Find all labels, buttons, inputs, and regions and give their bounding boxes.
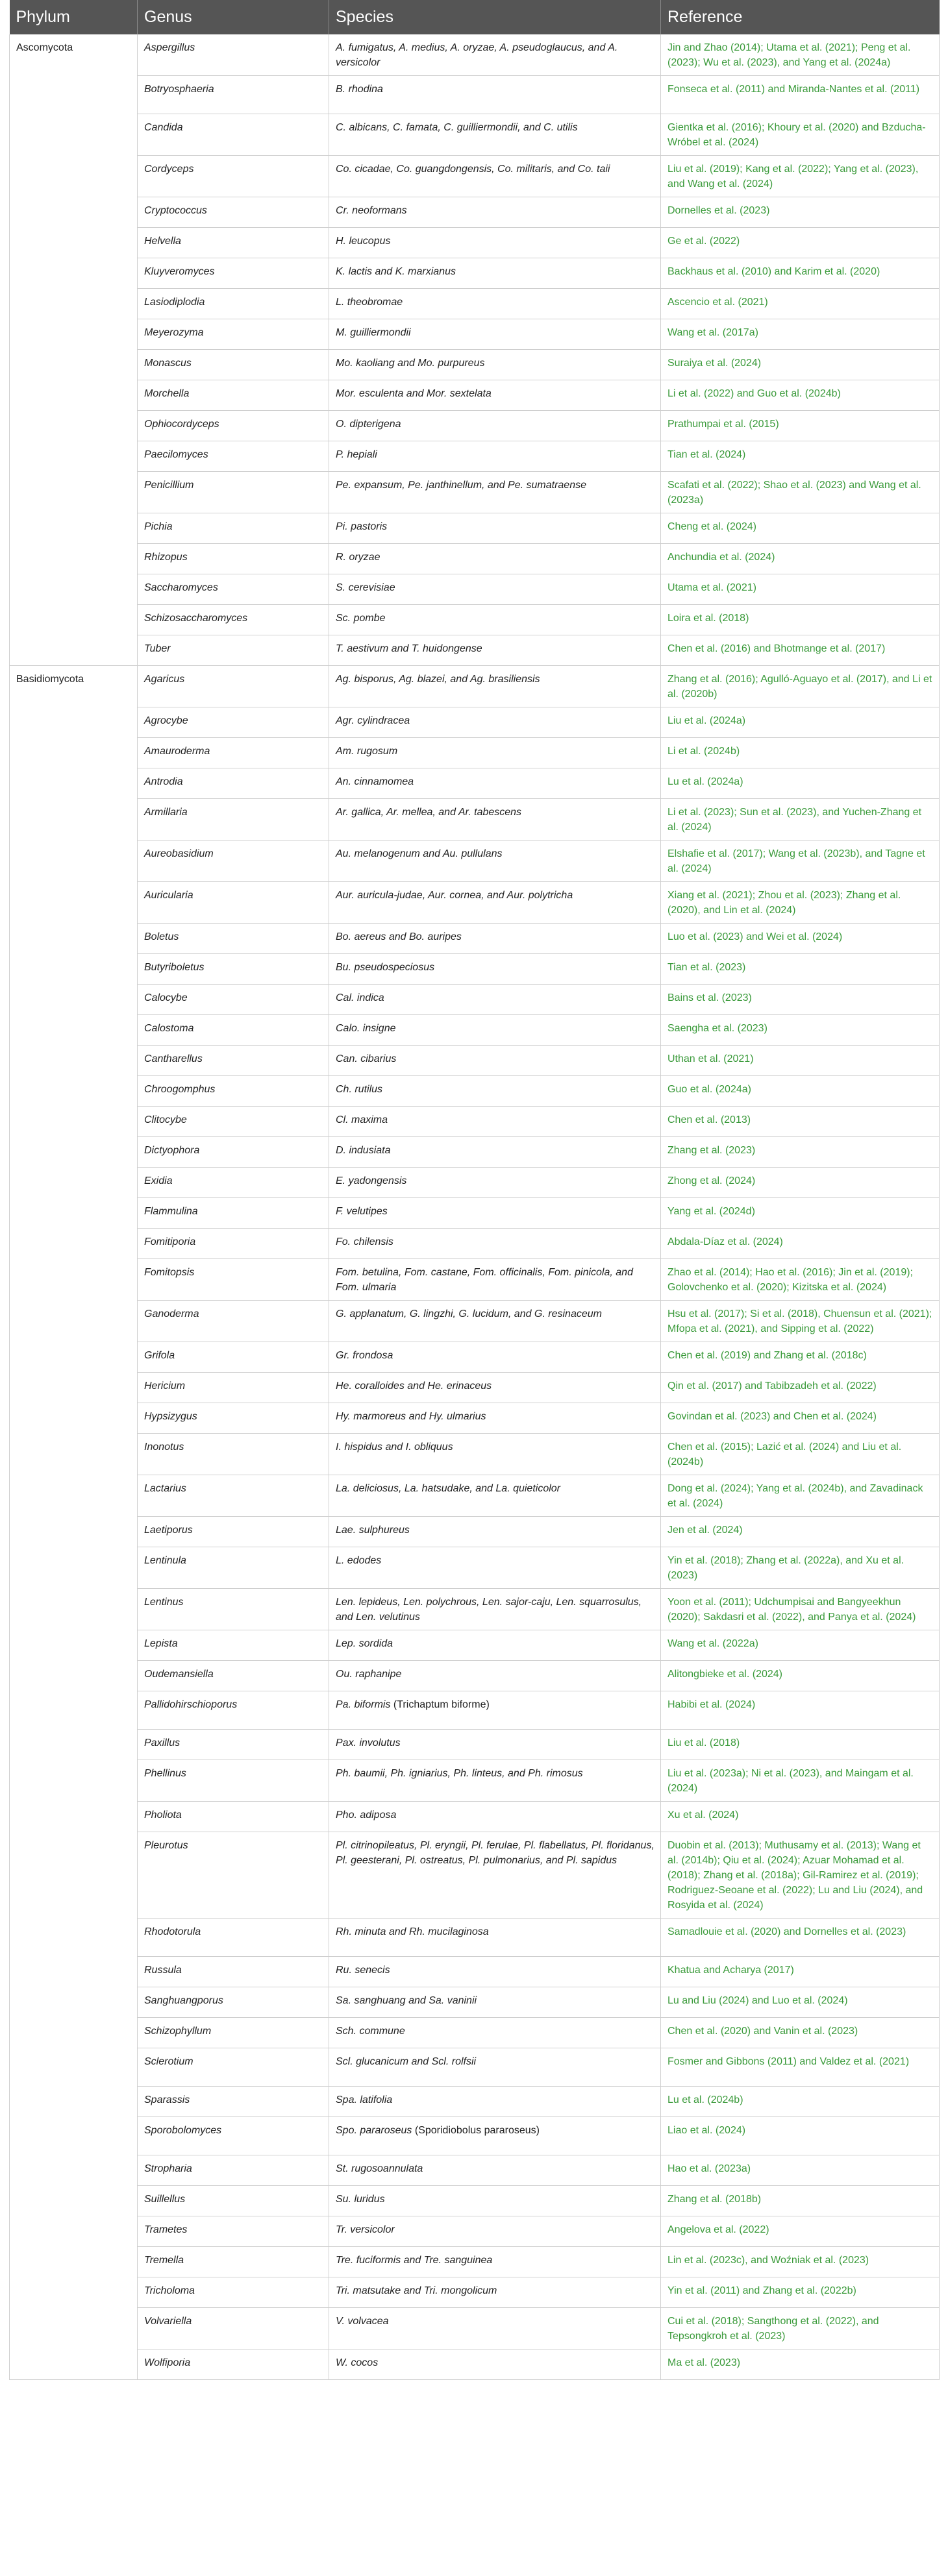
- species-cell: H. leucopus: [329, 228, 661, 258]
- genus-cell: Antrodia: [138, 768, 329, 799]
- reference-links[interactable]: Wang et al. (2022a): [661, 1630, 940, 1661]
- species-cell: T. aestivum and T. huidongense: [329, 635, 661, 666]
- genus-cell: Paxillus: [138, 1730, 329, 1760]
- genus-cell: Flammulina: [138, 1198, 329, 1229]
- phylum-cell: Ascomycota: [10, 34, 138, 666]
- table-row: [10, 954, 940, 985]
- species-cell: [329, 1691, 661, 1730]
- reference-links[interactable]: Luo et al. (2023) and Wei et al. (2024): [661, 924, 940, 954]
- genus-cell: Phellinus: [138, 1760, 329, 1802]
- reference-links[interactable]: Yin et al. (2018); Zhang et al. (2022a), and Xu et al. (2023): [661, 1547, 940, 1589]
- table-row: [10, 319, 940, 350]
- genus-cell: Pholiota: [138, 1802, 329, 1832]
- genus-cell: Cordyceps: [138, 156, 329, 197]
- table-row: [10, 544, 940, 574]
- genus-cell: Tremella: [138, 2247, 329, 2277]
- reference-links[interactable]: Xiang et al. (2021); Zhou et al. (2023); Zhang et al. (2020), and Lin et al. (2024): [661, 882, 940, 924]
- genus-cell: Saccharomyces: [138, 574, 329, 605]
- reference-links[interactable]: Tian et al. (2023): [661, 954, 940, 985]
- reference-links[interactable]: Lin et al. (2023c), and Woźniak et al. (2023): [661, 2247, 940, 2277]
- genus-cell: Kluyveromyces: [138, 258, 329, 289]
- genus-cell: Meyerozyma: [138, 319, 329, 350]
- genus-cell: Aureobasidium: [138, 840, 329, 882]
- reference-links[interactable]: Chen et al. (2016) and Bhotmange et al. (2017): [661, 635, 940, 666]
- reference-links[interactable]: Wang et al. (2017a): [661, 319, 940, 350]
- genus-cell: Butyriboletus: [138, 954, 329, 985]
- table-row: [10, 441, 940, 472]
- genus-cell: Morchella: [138, 380, 329, 411]
- species-cell: Ar. gallica, Ar. mellea, and Ar. tabescens: [329, 799, 661, 840]
- species-cell: Can. cibarius: [329, 1046, 661, 1076]
- species-cell: C. albicans, C. famata, C. guilliermondii, and C. utilis: [329, 114, 661, 156]
- reference-links[interactable]: Khatua and Acharya (2017): [661, 1957, 940, 1987]
- species-cell: [329, 2117, 661, 2155]
- reference-links[interactable]: Liu et al. (2018): [661, 1730, 940, 1760]
- genus-cell: Ganoderma: [138, 1301, 329, 1342]
- reference-links[interactable]: Saengha et al. (2023): [661, 1015, 940, 1046]
- genus-cell: Sclerotium: [138, 2048, 329, 2087]
- species-cell: I. hispidus and I. obliquus: [329, 1434, 661, 1475]
- genus-cell: Armillaria: [138, 799, 329, 840]
- table-row: [10, 1760, 940, 1802]
- genus-cell: Inonotus: [138, 1434, 329, 1475]
- species-cell: Len. lepideus, Len. polychrous, Len. sajor-caju, Len. squarrosulus, and Len. velutinus: [329, 1589, 661, 1630]
- reference-links[interactable]: Govindan et al. (2023) and Chen et al. (2024): [661, 1403, 940, 1434]
- reference-links[interactable]: Liao et al. (2024): [661, 2117, 940, 2155]
- reference-links[interactable]: Lu and Liu (2024) and Luo et al. (2024): [661, 1987, 940, 2018]
- table-body: [10, 34, 940, 2380]
- species-cell: Lep. sordida: [329, 1630, 661, 1661]
- species-cell: Bo. aereus and Bo. auripes: [329, 924, 661, 954]
- reference-links[interactable]: Yoon et al. (2011); Udchumpisai and Bangyeekhun (2020); Sakdasri et al. (2022), and Panya et al. (2024): [661, 1589, 940, 1630]
- genus-cell: Fomitiporia: [138, 1229, 329, 1259]
- species-cell: W. cocos: [329, 2349, 661, 2380]
- table-row: [10, 1301, 940, 1342]
- table-row: [10, 1403, 940, 1434]
- genus-cell: Calostoma: [138, 1015, 329, 1046]
- species-cell: Am. rugosum: [329, 738, 661, 768]
- genus-cell: Sanghuangporus: [138, 1987, 329, 2018]
- species-name: Pa. biformis: [336, 1699, 391, 1710]
- table-row: [10, 114, 940, 156]
- table-row: [10, 2216, 940, 2247]
- genus-cell: Agaricus: [138, 666, 329, 707]
- species-name: Spo. pararoseus: [336, 2125, 412, 2136]
- reference-links[interactable]: Habibi et al. (2024): [661, 1691, 940, 1730]
- reference-links[interactable]: Cui et al. (2018); Sangthong et al. (2022), and Tepsongkroh et al. (2023): [661, 2308, 940, 2349]
- header-genus: Genus: [138, 0, 329, 34]
- reference-links[interactable]: Chen et al. (2020) and Vanin et al. (2023): [661, 2018, 940, 2048]
- reference-links[interactable]: Suraiya et al. (2024): [661, 350, 940, 380]
- table-row: [10, 472, 940, 513]
- reference-links[interactable]: Duobin et al. (2013); Muthusamy et al. (2013); Wang et al. (2014b); Qiu et al. (2024); Azuar Mohamad et al. (2018); Zhang et al. (2018a); Gil-Ramirez et al. (2019); Rodriguez-Seoane et al. (2022); Lu and Liu (2024), and Rosyida et al. (2024): [661, 1832, 940, 1919]
- table-row: [10, 1046, 940, 1076]
- reference-links[interactable]: Jen et al. (2024): [661, 1517, 940, 1547]
- reference-links[interactable]: Backhaus et al. (2010) and Karim et al. (2020): [661, 258, 940, 289]
- species-cell: Ou. raphanipe: [329, 1661, 661, 1691]
- species-cell: F. velutipes: [329, 1198, 661, 1229]
- genus-cell: Lepista: [138, 1630, 329, 1661]
- genus-cell: Russula: [138, 1957, 329, 1987]
- species-cell: Au. melanogenum and Au. pullulans: [329, 840, 661, 882]
- genus-cell: Aspergillus: [138, 34, 329, 76]
- species-cell: Ru. senecis: [329, 1957, 661, 1987]
- table-row: [10, 1137, 940, 1168]
- reference-links[interactable]: Chen et al. (2013): [661, 1107, 940, 1137]
- genus-cell: Botryosphaeria: [138, 76, 329, 114]
- genus-cell: Hericium: [138, 1373, 329, 1403]
- species-cell: Rh. minuta and Rh. mucilaginosa: [329, 1919, 661, 1957]
- species-cell: Pho. adiposa: [329, 1802, 661, 1832]
- species-cell: Mo. kaoliang and Mo. purpureus: [329, 350, 661, 380]
- header-species: Species: [329, 0, 661, 34]
- species-cell: Pax. involutus: [329, 1730, 661, 1760]
- reference-links[interactable]: Li et al. (2022) and Guo et al. (2024b): [661, 380, 940, 411]
- reference-links[interactable]: Dornelles et al. (2023): [661, 197, 940, 228]
- reference-links[interactable]: Zhong et al. (2024): [661, 1168, 940, 1198]
- reference-links[interactable]: Uthan et al. (2021): [661, 1046, 940, 1076]
- genus-cell: Tuber: [138, 635, 329, 666]
- table-row: [10, 2117, 940, 2155]
- species-cell: Fo. chilensis: [329, 1229, 661, 1259]
- table-row: [10, 1015, 940, 1046]
- table-row: [10, 1547, 940, 1589]
- reference-links[interactable]: Hsu et al. (2017); Si et al. (2018), Chuensun et al. (2021); Mfopa et al. (2021), and Sipping et al. (2022): [661, 1301, 940, 1342]
- genus-cell: Penicillium: [138, 472, 329, 513]
- species-cell: S. cerevisiae: [329, 574, 661, 605]
- reference-links[interactable]: Gientka et al. (2016); Khoury et al. (2020) and Bzducha-Wróbel et al. (2024): [661, 114, 940, 156]
- genus-cell: Tricholoma: [138, 2277, 329, 2308]
- species-cell: Ph. baumii, Ph. igniarius, Ph. linteus, and Ph. rimosus: [329, 1760, 661, 1802]
- genus-cell: Calocybe: [138, 985, 329, 1015]
- species-cell: O. dipterigena: [329, 411, 661, 441]
- table-row: [10, 350, 940, 380]
- table-row: [10, 2048, 940, 2087]
- reference-links[interactable]: Alitongbieke et al. (2024): [661, 1661, 940, 1691]
- table-row: [10, 707, 940, 738]
- reference-links[interactable]: Zhang et al. (2018b): [661, 2186, 940, 2216]
- table-row: [10, 1661, 940, 1691]
- table-row: [10, 1730, 940, 1760]
- reference-links[interactable]: Samadlouie et al. (2020) and Dornelles et al. (2023): [661, 1919, 940, 1957]
- table-row: [10, 258, 940, 289]
- table-row: [10, 1957, 940, 1987]
- table-row: [10, 2087, 940, 2117]
- species-cell: K. lactis and K. marxianus: [329, 258, 661, 289]
- reference-links[interactable]: Loira et al. (2018): [661, 605, 940, 635]
- reference-links[interactable]: Lu et al. (2024a): [661, 768, 940, 799]
- species-cell: Gr. frondosa: [329, 1342, 661, 1373]
- genus-cell: Lentinus: [138, 1589, 329, 1630]
- table-row: [10, 1168, 940, 1198]
- table-row: [10, 1919, 940, 1957]
- header-row: [10, 0, 940, 34]
- table-row: [10, 76, 940, 114]
- species-cell: Ch. rutilus: [329, 1076, 661, 1107]
- genus-cell: Agrocybe: [138, 707, 329, 738]
- species-cell: Spa. latifolia: [329, 2087, 661, 2117]
- table-row: [10, 1832, 940, 1919]
- reference-links[interactable]: Elshafie et al. (2017); Wang et al. (2023b), and Tagne et al. (2024): [661, 840, 940, 882]
- genus-cell: Lasiodiplodia: [138, 289, 329, 319]
- reference-links[interactable]: Fonseca et al. (2011) and Miranda-Nantes et al. (2011): [661, 76, 940, 114]
- genus-cell: Exidia: [138, 1168, 329, 1198]
- reference-links[interactable]: Jin and Zhao (2014); Utama et al. (2021); Peng et al. (2023); Wu et al. (2023), and Yang et al. (2024a): [661, 34, 940, 76]
- genus-cell: Candida: [138, 114, 329, 156]
- table-row: [10, 2018, 940, 2048]
- reference-links[interactable]: Dong et al. (2024); Yang et al. (2024b), and Zavadinack et al. (2024): [661, 1475, 940, 1517]
- genus-cell: Schizosaccharomyces: [138, 605, 329, 635]
- species-cell: Pl. citrinopileatus, Pl. eryngii, Pl. ferulae, Pl. flabellatus, Pl. floridanus, Pl. geesterani, Pl. ostreatus, Pl. pulmonarius, and Pl. sapidus: [329, 1832, 661, 1919]
- reference-links[interactable]: Ascencio et al. (2021): [661, 289, 940, 319]
- genus-cell: Pallidohirschioporus: [138, 1691, 329, 1730]
- species-cell: Tri. matsutake and Tri. mongolicum: [329, 2277, 661, 2308]
- table-row: [10, 1107, 940, 1137]
- species-cell: A. fumigatus, A. medius, A. oryzae, A. pseudoglaucus, and A. versicolor: [329, 34, 661, 76]
- reference-links[interactable]: Liu et al. (2019); Kang et al. (2022); Yang et al. (2023), and Wang et al. (2024): [661, 156, 940, 197]
- genus-cell: Pichia: [138, 513, 329, 544]
- species-cell: Co. cicadae, Co. guangdongensis, Co. militaris, and Co. taii: [329, 156, 661, 197]
- table-row: [10, 156, 940, 197]
- genus-cell: Grifola: [138, 1342, 329, 1373]
- table-row: [10, 666, 940, 707]
- species-cell: He. coralloides and He. erinaceus: [329, 1373, 661, 1403]
- species-cell: Hy. marmoreus and Hy. ulmarius: [329, 1403, 661, 1434]
- genus-cell: Boletus: [138, 924, 329, 954]
- genus-cell: Stropharia: [138, 2155, 329, 2186]
- species-reference-table: [9, 0, 940, 2380]
- genus-cell: Lentinula: [138, 1547, 329, 1589]
- genus-cell: Laetiporus: [138, 1517, 329, 1547]
- reference-links[interactable]: Qin et al. (2017) and Tabibzadeh et al. (2022): [661, 1373, 940, 1403]
- species-cell: La. deliciosus, La. hatsudake, and La. quieticolor: [329, 1475, 661, 1517]
- species-cell: Aur. auricula-judae, Aur. cornea, and Aur. polytricha: [329, 882, 661, 924]
- reference-links[interactable]: Cheng et al. (2024): [661, 513, 940, 544]
- genus-cell: Paecilomyces: [138, 441, 329, 472]
- table-row: [10, 635, 940, 666]
- genus-cell: Lactarius: [138, 1475, 329, 1517]
- table-row: [10, 605, 940, 635]
- table-row: [10, 768, 940, 799]
- species-cell: Pe. expansum, Pe. janthinellum, and Pe. sumatraense: [329, 472, 661, 513]
- genus-cell: Schizophyllum: [138, 2018, 329, 2048]
- table-row: [10, 1076, 940, 1107]
- genus-cell: Sporobolomyces: [138, 2117, 329, 2155]
- reference-links[interactable]: Zhang et al. (2023): [661, 1137, 940, 1168]
- reference-links[interactable]: Yin et al. (2011) and Zhang et al. (2022b): [661, 2277, 940, 2308]
- species-cell: Cal. indica: [329, 985, 661, 1015]
- table-row: [10, 1802, 940, 1832]
- reference-links[interactable]: Chen et al. (2019) and Zhang et al. (2018c): [661, 1342, 940, 1373]
- reference-links[interactable]: Zhao et al. (2014); Hao et al. (2016); Jin et al. (2019); Golovchenko et al. (2020); Kizitska et al. (2024): [661, 1259, 940, 1301]
- genus-cell: Dictyophora: [138, 1137, 329, 1168]
- reference-links[interactable]: Li et al. (2023); Sun et al. (2023), and Yuchen-Zhang et al. (2024): [661, 799, 940, 840]
- species-cell: Sc. pombe: [329, 605, 661, 635]
- table-row: [10, 513, 940, 544]
- table-row: [10, 289, 940, 319]
- species-cell: Cl. maxima: [329, 1107, 661, 1137]
- species-cell: Tre. fuciformis and Tre. sanguinea: [329, 2247, 661, 2277]
- table-row: [10, 738, 940, 768]
- table-row: [10, 840, 940, 882]
- header-reference: Reference: [661, 0, 940, 34]
- table-row: [10, 411, 940, 441]
- species-cell: D. indusiata: [329, 1137, 661, 1168]
- species-cell: An. cinnamomea: [329, 768, 661, 799]
- genus-cell: Amauroderma: [138, 738, 329, 768]
- phylum-cell: Basidiomycota: [10, 666, 138, 2380]
- species-cell: L. edodes: [329, 1547, 661, 1589]
- table-row: [10, 1517, 940, 1547]
- genus-cell: Helvella: [138, 228, 329, 258]
- table-row: [10, 1630, 940, 1661]
- species-cell: G. applanatum, G. lingzhi, G. lucidum, and G. resinaceum: [329, 1301, 661, 1342]
- table-row: [10, 2155, 940, 2186]
- genus-cell: Wolfiporia: [138, 2349, 329, 2380]
- species-cell: L. theobromae: [329, 289, 661, 319]
- species-cell: P. hepiali: [329, 441, 661, 472]
- species-cell: Su. luridus: [329, 2186, 661, 2216]
- table-row: [10, 380, 940, 411]
- reference-links[interactable]: Scafati et al. (2022); Shao et al. (2023) and Wang et al. (2023a): [661, 472, 940, 513]
- species-cell: V. volvacea: [329, 2308, 661, 2349]
- genus-cell: Cantharellus: [138, 1046, 329, 1076]
- table-row: [10, 574, 940, 605]
- table-row: [10, 1475, 940, 1517]
- genus-cell: Rhizopus: [138, 544, 329, 574]
- species-cell: St. rugosoannulata: [329, 2155, 661, 2186]
- table-row: [10, 1987, 940, 2018]
- species-cell: Sch. commune: [329, 2018, 661, 2048]
- species-cell: B. rhodina: [329, 76, 661, 114]
- genus-cell: Rhodotorula: [138, 1919, 329, 1957]
- table-row: [10, 799, 940, 840]
- reference-links[interactable]: Guo et al. (2024a): [661, 1076, 940, 1107]
- species-synonym: (Sporidiobolus pararoseus): [414, 2125, 540, 2136]
- genus-cell: Fomitopsis: [138, 1259, 329, 1301]
- species-cell: Ag. bisporus, Ag. blazei, and Ag. brasiliensis: [329, 666, 661, 707]
- table-row: [10, 1198, 940, 1229]
- species-synonym: (Trichaptum biforme): [393, 1699, 490, 1710]
- table-row: [10, 228, 940, 258]
- genus-cell: Monascus: [138, 350, 329, 380]
- table-row: [10, 2247, 940, 2277]
- reference-links[interactable]: Anchundia et al. (2024): [661, 544, 940, 574]
- table-row: [10, 985, 940, 1015]
- genus-cell: Clitocybe: [138, 1107, 329, 1137]
- species-cell: Scl. glucanicum and Scl. rolfsii: [329, 2048, 661, 2087]
- species-cell: Cr. neoformans: [329, 197, 661, 228]
- reference-links[interactable]: Utama et al. (2021): [661, 574, 940, 605]
- species-cell: Sa. sanghuang and Sa. vaninii: [329, 1987, 661, 2018]
- species-cell: Agr. cylindracea: [329, 707, 661, 738]
- reference-links[interactable]: Chen et al. (2015); Lazić et al. (2024) and Liu et al. (2024b): [661, 1434, 940, 1475]
- species-cell: Pi. pastoris: [329, 513, 661, 544]
- species-cell: Calo. insigne: [329, 1015, 661, 1046]
- genus-cell: Pleurotus: [138, 1832, 329, 1919]
- table-row: [10, 2277, 940, 2308]
- species-cell: E. yadongensis: [329, 1168, 661, 1198]
- header-phylum: Phylum: [10, 0, 138, 34]
- genus-cell: Ophiocordyceps: [138, 411, 329, 441]
- table-row: [10, 2186, 940, 2216]
- reference-links[interactable]: Hao et al. (2023a): [661, 2155, 940, 2186]
- table-row: [10, 1691, 940, 1730]
- reference-links[interactable]: Angelova et al. (2022): [661, 2216, 940, 2247]
- genus-cell: Auricularia: [138, 882, 329, 924]
- genus-cell: Chroogomphus: [138, 1076, 329, 1107]
- reference-links[interactable]: Li et al. (2024b): [661, 738, 940, 768]
- reference-links[interactable]: Ma et al. (2023): [661, 2349, 940, 2380]
- table-row: [10, 1342, 940, 1373]
- species-cell: R. oryzae: [329, 544, 661, 574]
- reference-links[interactable]: Bains et al. (2023): [661, 985, 940, 1015]
- table-row: [10, 197, 940, 228]
- reference-links[interactable]: Tian et al. (2024): [661, 441, 940, 472]
- reference-links[interactable]: Yang et al. (2024d): [661, 1198, 940, 1229]
- table-row: [10, 924, 940, 954]
- species-cell: M. guilliermondii: [329, 319, 661, 350]
- species-cell: Fom. betulina, Fom. castane, Fom. officinalis, Fom. pinicola, and Fom. ulmaria: [329, 1259, 661, 1301]
- reference-links[interactable]: Liu et al. (2024a): [661, 707, 940, 738]
- table-row: [10, 2349, 940, 2380]
- species-cell: Bu. pseudospeciosus: [329, 954, 661, 985]
- table-row: [10, 1229, 940, 1259]
- reference-links[interactable]: Ge et al. (2022): [661, 228, 940, 258]
- reference-links[interactable]: Prathumpai et al. (2015): [661, 411, 940, 441]
- reference-links[interactable]: Fosmer and Gibbons (2011) and Valdez et al. (2021): [661, 2048, 940, 2087]
- reference-links[interactable]: Liu et al. (2023a); Ni et al. (2023), and Maingam et al. (2024): [661, 1760, 940, 1802]
- table-row: [10, 2308, 940, 2349]
- table-row: [10, 34, 940, 76]
- species-cell: Mor. esculenta and Mor. sextelata: [329, 380, 661, 411]
- species-cell: Lae. sulphureus: [329, 1517, 661, 1547]
- reference-links[interactable]: Zhang et al. (2016); Agulló-Aguayo et al. (2017), and Li et al. (2020b): [661, 666, 940, 707]
- genus-cell: Oudemansiella: [138, 1661, 329, 1691]
- genus-cell: Volvariella: [138, 2308, 329, 2349]
- table-row: [10, 1373, 940, 1403]
- reference-links[interactable]: Xu et al. (2024): [661, 1802, 940, 1832]
- table-row: [10, 1589, 940, 1630]
- genus-cell: Sparassis: [138, 2087, 329, 2117]
- genus-cell: Hypsizygus: [138, 1403, 329, 1434]
- genus-cell: Cryptococcus: [138, 197, 329, 228]
- genus-cell: Trametes: [138, 2216, 329, 2247]
- reference-links[interactable]: Lu et al. (2024b): [661, 2087, 940, 2117]
- species-cell: Tr. versicolor: [329, 2216, 661, 2247]
- genus-cell: Suillellus: [138, 2186, 329, 2216]
- table-row: [10, 1434, 940, 1475]
- table-row: [10, 1259, 940, 1301]
- table-row: [10, 882, 940, 924]
- reference-links[interactable]: Abdala-Díaz et al. (2024): [661, 1229, 940, 1259]
